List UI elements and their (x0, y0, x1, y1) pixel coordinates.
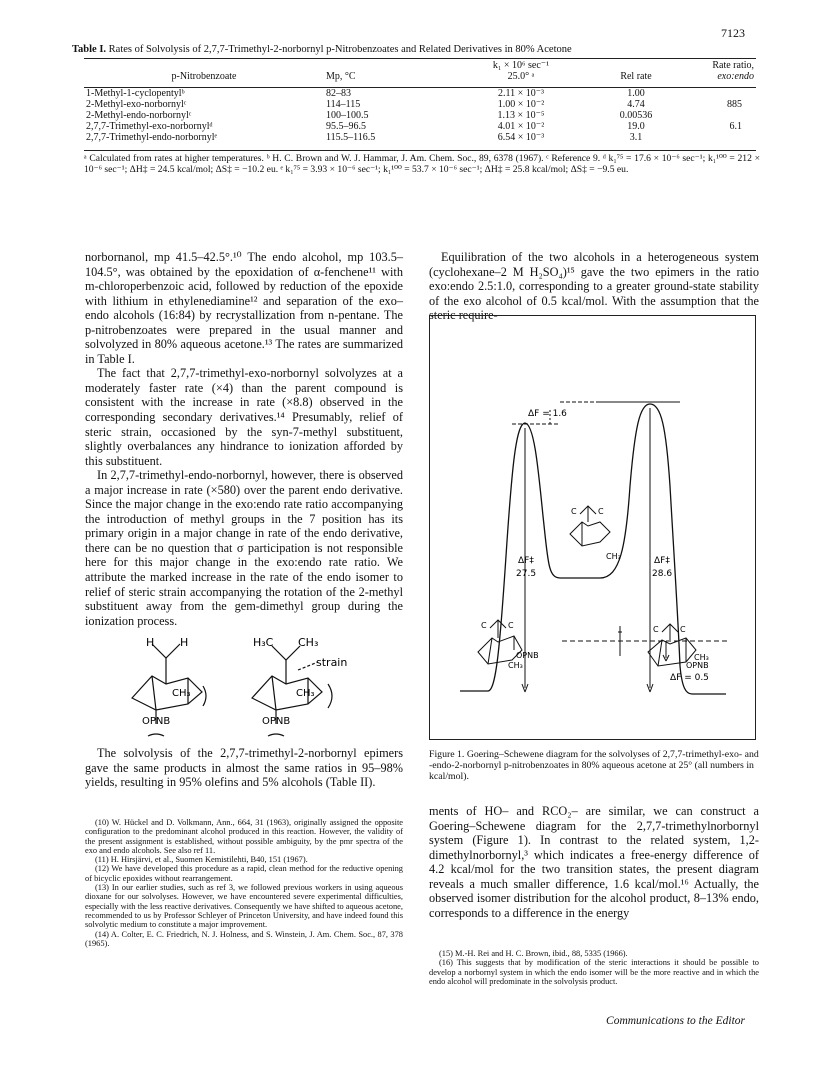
ch3-label-left: CH₃ (172, 688, 191, 699)
table-row (84, 132, 756, 143)
solvolysis-table (84, 60, 756, 143)
cell-ratio: 6.1 (729, 121, 742, 132)
carbon-label: C (598, 507, 604, 516)
opnb-label: OPNB (516, 651, 539, 660)
cell-ratio (690, 110, 756, 121)
ch3-label-top: CH₃ (298, 636, 319, 649)
paragraph: norbornanol, mp 41.5–42.5°.¹⁰ The endo alcohol, mp 103.5–104.5°, was obtained by the epoxidation of α-fenchene¹¹ with m-chloroperbenzoic acid, followed by reduction of the epoxide with lithium in ethylenediamine¹² and separation of the exo–endo alcohols (16:84) by recrystallization from n-pentane. The p-nitrobenzoates were prepared in the usual manner and solvolyzed in 80% aqueous acetone.¹³ The rates are summarized in Table I. (85, 250, 403, 366)
right-column-closing (429, 804, 759, 920)
cell-compound: 2,7,7-Trimethyl-endo-norbornylᵉ (86, 132, 218, 143)
left-column-closing (85, 746, 403, 790)
strain-structures (110, 632, 400, 744)
cell-k1: 4.01 × 10⁻² (497, 121, 545, 132)
header-k1-line1: k₁ × 10⁶ sec⁻¹ (492, 60, 550, 71)
paragraph: Equilibration of the two alcohols in a heterogeneous system (cyclohexane–2 M H₂SO₄)¹⁵ gave the two epimers in the ratio exo:endo 2.5:1.0, corresponding to a greater ground-state stability of the exo alcohol of 0.5 kcal/mol. With the assumption that the steric require- (429, 250, 759, 323)
cell-mp: 100–100.5 (326, 110, 369, 121)
table-row (84, 88, 756, 99)
reference: (10) W. Hückel and D. Volkmann, Ann., 664, 31 (1963), originally assigned the opposite configuration to the predominant alcohol produced in this reaction. However, the validity of the present assignment is established, without possible ambiguity, by the pmr spectra of the exo and endo alcohols. See also ref 11. (85, 818, 403, 855)
delta-g-arrows (522, 408, 669, 692)
figure-caption: Figure 1. Goering–Schewene diagram for the solvolyses of 2,7,7-trimethyl-exo- and -endo-2-norbornyl p-nitrobenzoates in 80% aqueous acetone at 25° (all numbers in kcal/mol). (429, 749, 759, 783)
reference: (12) We have developed this procedure as a rapid, clean method for the reductive opening of bicyclic epoxides without rearrangement. (85, 864, 403, 883)
cell-mp: 114–115 (326, 99, 361, 110)
cell-rel: 19.0 (627, 121, 645, 132)
ch3-label: CH₃ (606, 552, 621, 561)
cell-k1: 1.13 × 10⁻⁵ (497, 110, 545, 121)
opnb-label: OPNB (686, 661, 709, 670)
cell-rel: 3.1 (629, 132, 643, 143)
h-label-left: H (146, 636, 155, 649)
left-references (85, 818, 403, 948)
opnb-label-left: OPNB (142, 716, 171, 727)
delta-bottom-label: ΔF = 0.5 (670, 673, 709, 683)
delta-left-label: ΔF‡ (518, 556, 534, 566)
carbon-label: C (653, 625, 659, 634)
cell-ratio (690, 88, 756, 99)
paragraph: The solvolysis of the 2,7,7-trimethyl-2-norbornyl epimers gave the same products in almost the same ratios in 95–98% yields, resulting in 95% olefins and 5% alcohols (Table II). (85, 746, 403, 790)
right-column-text (429, 250, 759, 323)
cell-mp: 115.5–116.5 (326, 132, 376, 143)
journal-section-footer: Communications to the Editor (606, 1015, 745, 1027)
cell-rel: 0.00536 (619, 110, 653, 121)
strain-label: strain (316, 656, 348, 669)
cell-k1: 2.11 × 10⁻³ (497, 88, 545, 99)
table-caption (72, 44, 762, 55)
table-bottom-rule (84, 150, 756, 151)
ch3-label: CH₃ (694, 653, 709, 662)
opnb-label-right: OPNB (262, 716, 291, 727)
reference: (11) H. Hirsjärvi, et al., Suomen Kemistilehti, B40, 151 (1967). (95, 855, 308, 865)
delta-right-value: 28.6 (652, 569, 673, 579)
carbon-label: C (680, 625, 686, 634)
paragraph: In 2,7,7-trimethyl-endo-norbornyl, however, there is observed a major increase in rate (×580) over the parent endo derivative. Since the major change in the exo:endo rate ratio accompanying the introduction of methyl groups in the 7 position has its primary origin in a major change in rate of the endo derivative, there can be no question that σ participation is not responsible here for this major change in the exo:endo rate ratio. We attribute the marked increase in the rate of the endo isomer to relief of steric strain accompanying the rotation of the 2-methyl substituent away from the gem-dimethyl group during the ionization process. (85, 468, 403, 628)
table-row (84, 99, 756, 110)
header-ratio (690, 60, 756, 82)
cell-compound: 2,7,7-Trimethyl-exo-norbornylᵈ (86, 121, 213, 132)
cell-ratio (690, 132, 756, 143)
ch3-label: CH₃ (508, 661, 523, 670)
reference: (16) This suggests that by modification of the steric interactions it should be possible to develop a norbornyl system in which the endo isomer will be the more reactive and in which the endo alcohol will predominate in the solvolysis product. (429, 958, 759, 986)
figure-1 (429, 315, 756, 740)
reference: (14) A. Colter, E. C. Friedrich, N. J. Holness, and S. Winstein, J. Am. Chem. Soc., 87, 378 (1965). (85, 929, 403, 948)
cell-k1: 1.00 × 10⁻² (497, 99, 545, 110)
table-caption-text: Rates of Solvolysis of 2,7,7-Trimethyl-2-norbornyl p-Nitrobenzoates and Related Derivatives in 80% Acetone (108, 44, 572, 55)
right-references (429, 949, 759, 986)
cell-compound: 1-Methyl-1-cyclopentylᵇ (86, 88, 185, 99)
header-k1-line2: 25.0° ᵃ (507, 71, 535, 82)
ch3-label-right: CH₃ (296, 688, 315, 699)
left-column-text (85, 250, 403, 628)
cell-rel: 4.74 (627, 99, 645, 110)
header-ratio-line2: exo:endo (717, 71, 754, 82)
header-rel: Rel rate (620, 71, 652, 82)
cell-compound: 2-Methyl-exo-norbornylᶜ (86, 99, 187, 110)
h3c-label: H₃C (253, 636, 274, 649)
table-footnote: ᵃ Calculated from rates at higher temperatures. ᵇ H. C. Brown and W. J. Hammar, J. Am. Chem. Soc., 89, 6378 (1967). ᶜ Reference 9. ᵈ k₁⁷⁵ = 17.6 × 10⁻⁶ sec⁻¹; k₁¹⁰⁰ = 212 × 10⁻⁶ sec⁻¹; ΔH‡ = 24.5 kcal/mol; ΔS‡ = −10.2 eu. ᵉ k₁⁷⁵ = 3.93 × 10⁻⁶ sec⁻¹; k₁¹⁰⁰ = 53.7 × 10⁻⁶ sec⁻¹; ΔH‡ = 25.8 kcal/mol; ΔS‡ = −9.5 eu. (84, 153, 760, 176)
carbon-label: C (571, 507, 577, 516)
page-number: 7123 (721, 26, 745, 40)
header-ratio-line1: Rate ratio, (712, 60, 754, 71)
delta-left-value: 27.5 (516, 569, 537, 579)
cell-k1: 6.54 × 10⁻³ (497, 132, 545, 143)
header-mp: Mp, °C (326, 71, 356, 82)
table-label: Table I. (72, 44, 107, 55)
carbon-label: C (481, 621, 487, 630)
cell-ratio: 885 (727, 99, 742, 110)
table-row (84, 121, 756, 132)
paragraph: ments of HO– and RCO₂– are similar, we can construct a Goering–Schewene diagram for the 2,7,7-trimethylnorbornyl system (Figure 1). In contrast to the related system, 1,2-dimethylnorbornyl,³ which indicates a free-energy difference of 4.2 kcal/mol for the two transition states, the present diagram reveals a much smaller difference, 1.6 kcal/mol.¹⁶ Actually, the observed isomer distribution for the alcohol product, 8–13% endo, corresponds to a difference in the energy (429, 804, 759, 920)
carbon-label: C (508, 621, 514, 630)
reference: (15) M.-H. Rei and H. C. Brown, ibid., 88, 5335 (1966). (439, 949, 628, 958)
reference: (13) In our earlier studies, such as ref 3, we followed previous workers in using aqueous dioxane for our solvolyses. However, we have encountered severe experimental difficulties, especially with the less reactive derivatives. Consequently we have shifted to aqueous acetone, recommended to us by Professor Schleyer of Princeton University, and have indeed found this solvolytic medium to constitute a major improvement. (85, 883, 403, 930)
h-label-right: H (180, 636, 189, 649)
paragraph: The fact that 2,7,7-trimethyl-exo-norbornyl solvolyzes at a moderately faster rate (×4) than the parent compound is consistent with the increase in rate (×8.8) observed in the corresponding secondary derivatives.¹⁴ Presumably, relief of steric strain, occasioned by the syn-7-methyl substituent, slightly overbalances any hindrance to ionization afforded by this substituent. (85, 366, 403, 468)
delta-top-label: ΔF = 1.6 (528, 409, 567, 419)
table-top-rule (84, 58, 756, 59)
cell-mp: 95.5–96.5 (326, 121, 366, 132)
header-k1 (460, 60, 582, 82)
table-header-rule (84, 87, 756, 88)
cell-rel: 1.00 (627, 88, 645, 99)
header-compound: p-Nitrobenzoate (171, 71, 237, 82)
table-row (84, 110, 756, 121)
cell-mp: 82–83 (326, 88, 351, 99)
goering-schewene-diagram (430, 316, 755, 739)
delta-right-label: ΔF‡ (654, 556, 670, 566)
cell-compound: 2-Methyl-endo-norbornylᶜ (86, 110, 192, 121)
